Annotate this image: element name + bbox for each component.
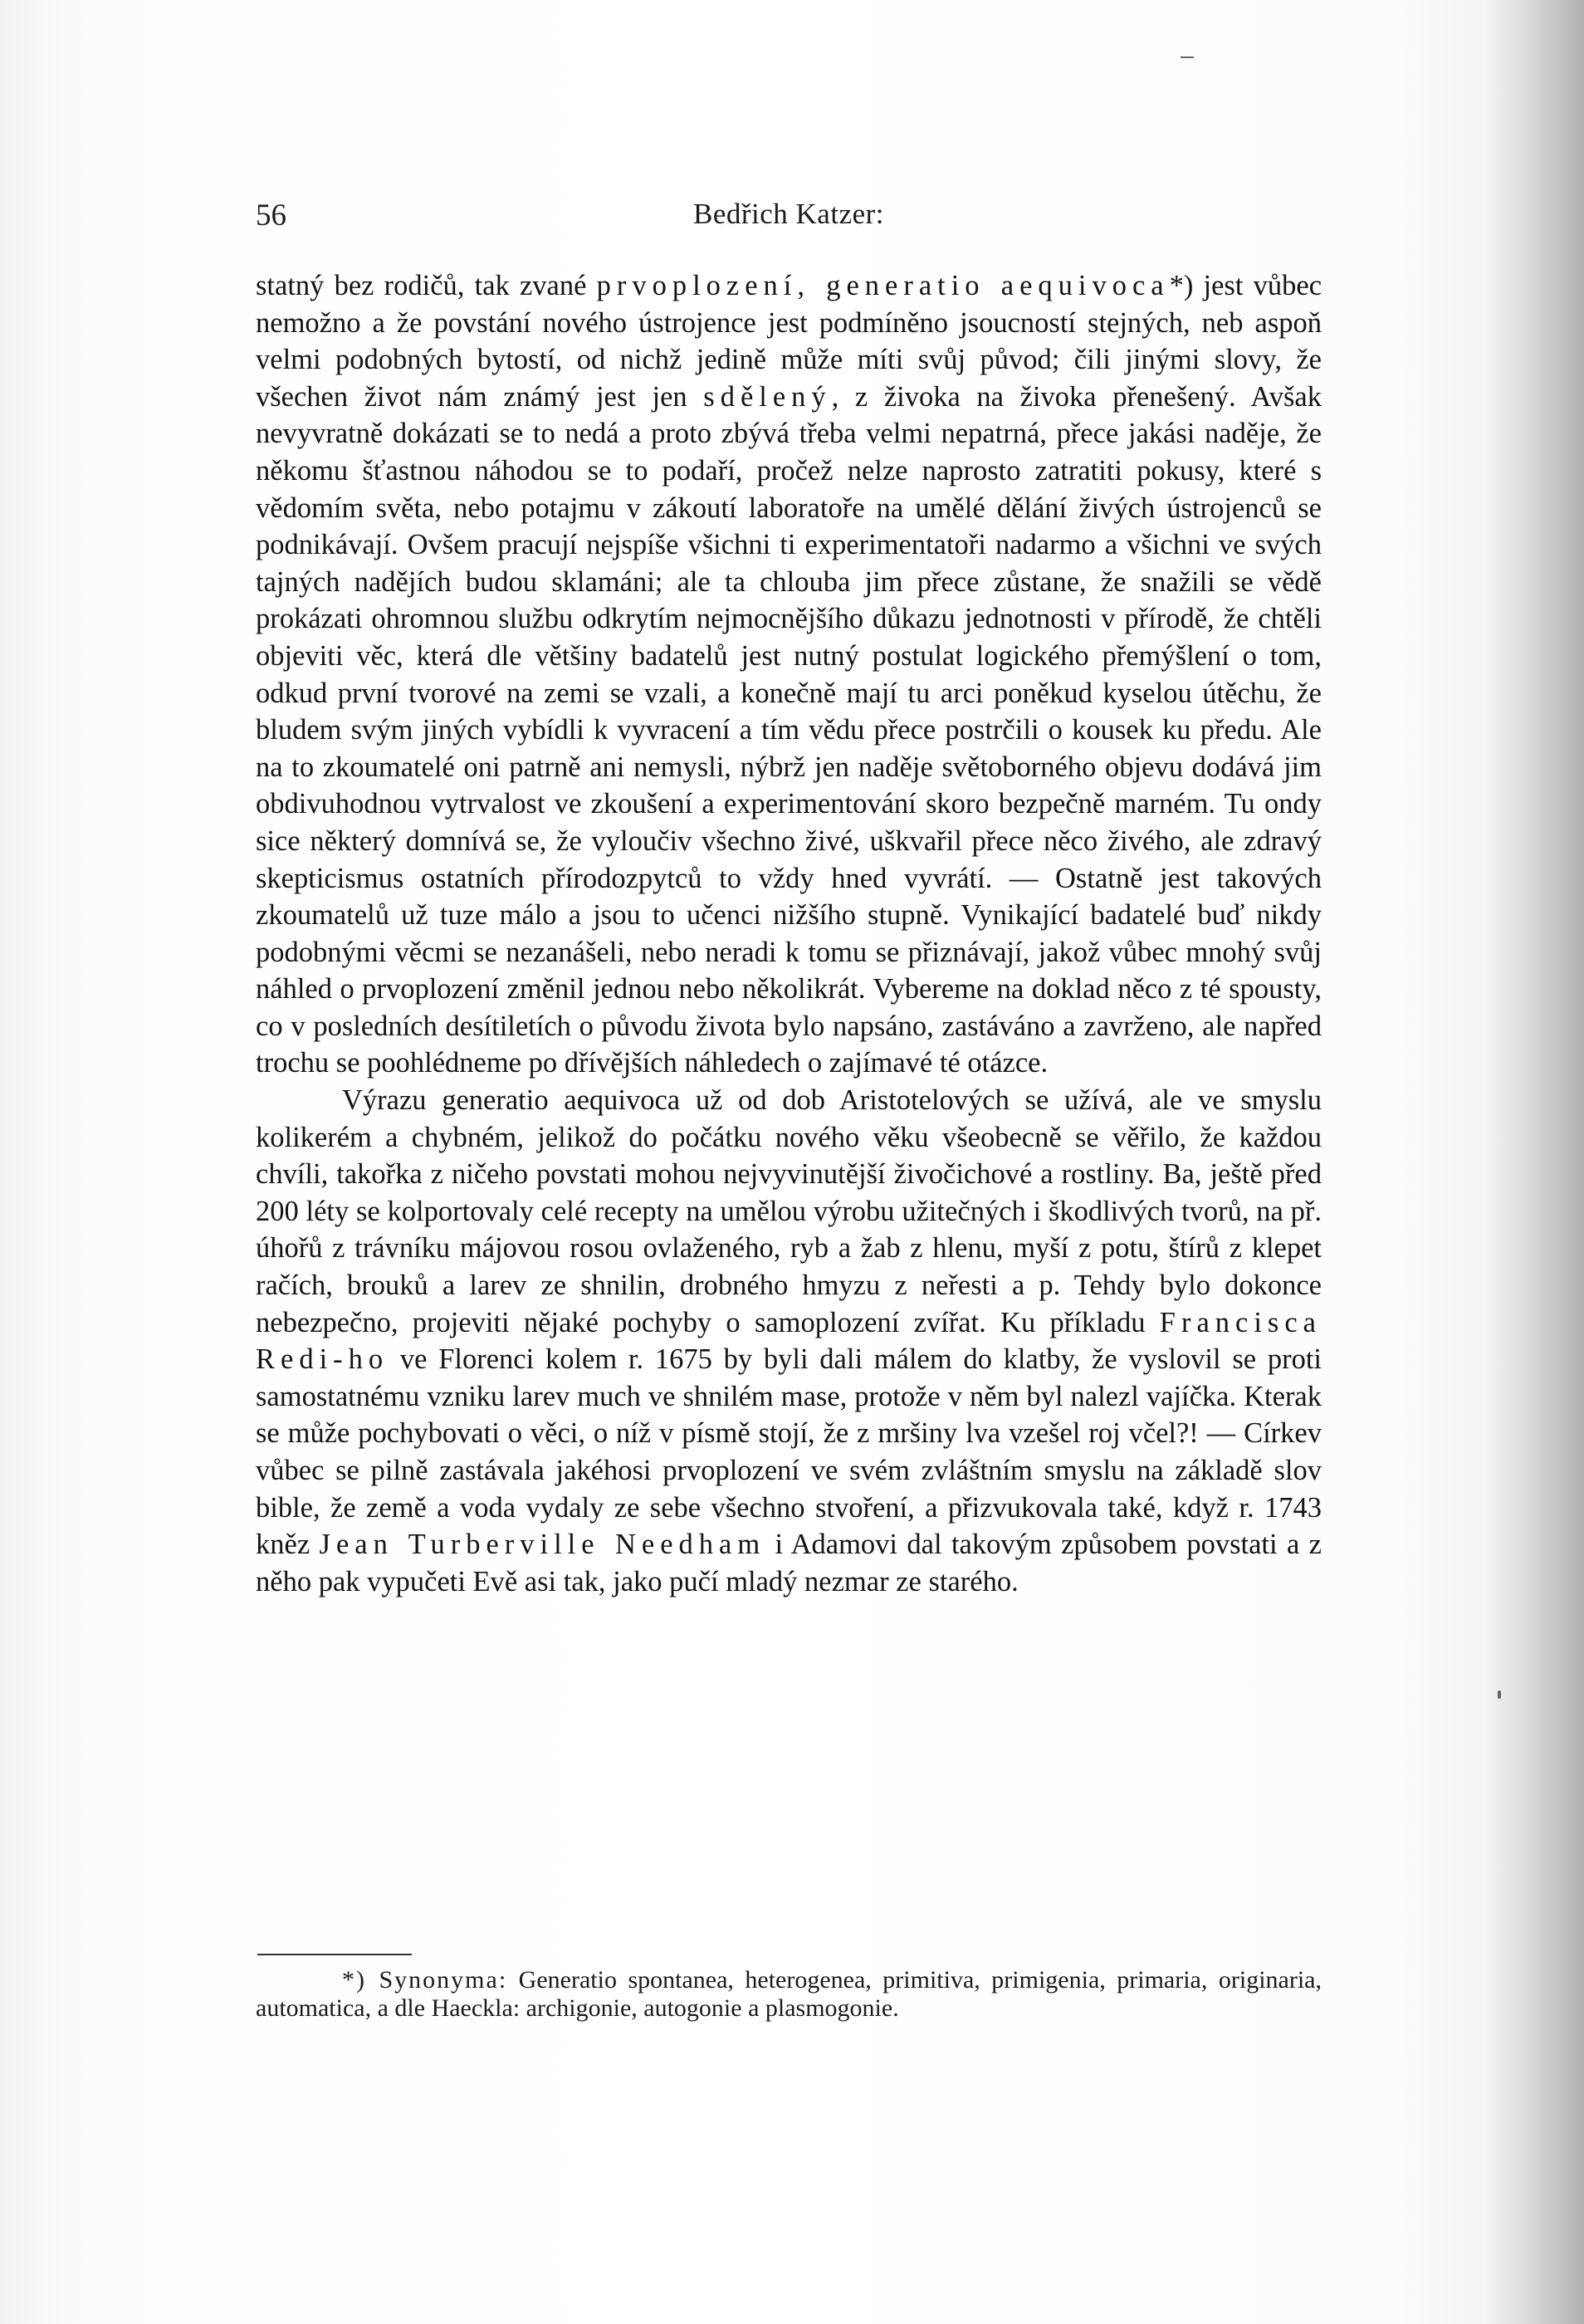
p2-spaced-name-2: Jean Turberville Needham [319,1529,766,1561]
p1-text-3: , z živoka na živoka přenešený. Avšak nevyvratně dokázati se to nedá a proto zbývá třeba velmi nepatrná, přece jakási naděje, že někomu šťastnou náhodou se to podaří, pročež nelze naprosto zatratiti pokusy, které s vědomím světa, nebo potajmu v zákoutí laboratoře na umělé dělání živých ústrojenců se podnikávají. Ovšem pracují nejspíše všichni ti experimentatoři nadarmo a všichni ve svých tajných nadějích budou sklamáni; ale ta chlouba jim přece zůstane, že snažili se vědě prokázati ohromnou službu odkrytím nejmocnějšího důkazu jednotnosti v přírodě, že chtěli objeviti věc, která dle většiny badatelů jest nutný postulat logického přemýšlení o tom, odkud první tvorové na zemi se vzali, a konečně mají tu arci poněkud kyselou útěchu, že bludem svým jiných vybídli k vyvracení a tím vědu přece postrčili o kousek ku předu. Ale na to zkoumatelé oni patrně ani nemysli, nýbrž jen naděje světoborného objevu dodává jim obdivuhodnou vytrvalost ve zkoušení a experimentování skoro bezpečně marném. Tu ondy sice některý domnívá se, že vyloučiv všechno živé, uškvařil přece něco živého, ale zdravý skepticismus ostatních přírodozpytců to vždy hned vyvrátí. — Ostatně jest takových zkoumatelů už tuze málo a jsou to učenci nižšího stupně. Vynikající badatelé buď nikdy podobnými věcmi se nezanášeli, nebo neradi k tomu se přiznávají, jakož vůbec mnohý svůj náhled o prvoplození změnil jednou nebo několikrát. Vybereme na doklad něco z té spousty, co v posledních desítiletích o původu života bylo napsáno, zastáváno a zavrženo, ale napřed trochu se poohlédneme po dřívějších náhledech o zajímavé té otázce. [256,380,1322,1079]
margin-dot-mark [1498,1690,1501,1699]
footnote [256,1966,1322,2023]
p1-spaced-term: prvoplození, generatio aequivoca [596,270,1170,301]
footnote-label: *) Synonyma: [342,1966,508,1994]
page-number: 56 [256,198,286,232]
p2-text-3: i Adamovi dal takovým způsobem povstati a z něho pak vypučeti Evě asi tak, jako pučí mladý nezmar ze starého. [256,1529,1322,1597]
p1-text-1: statný bez rodičů, tak zvané [256,270,597,301]
running-head: Bedřich Katzer: [692,198,885,230]
paragraph-2 [256,1082,1322,1600]
p1-spaced-word: sdělený [703,380,832,413]
footnote-rule [257,1954,412,1955]
footnote-text: Generatio spontanea, heterogenea, primitiva, primigenia, primaria, originaria, automatica, a dle Haeckla: archigonie, autogonie a plasmogonie. [256,1966,1322,2022]
body-text [256,267,1322,1600]
page-header [256,198,1322,244]
margin-dash-mark [1181,56,1194,58]
paragraph-1 [256,267,1322,1082]
p2-text-2: ve Florenci kolem r. 1675 by byli dali málem do klatby, že vyslovil se proti samostatnému vzniku larev much ve shnilém mase, protože v něm byl nalezl vajíčka. Kterak se může pochybovati o věci, o níž v písmě stojí, že z mršiny lva vzešel roj včel?! — Církev vůbec se pilně zastávala jakéhosi prvoplození ve svém zvláštním smyslu na základě slov bible, že země a voda vydaly ze sebe všechno stvoření, a přizvukovala také, když r. 1743 kněz [256,1343,1322,1561]
p2-text-1: Výrazu generatio aequivoca už od dob Aristotelových se užívá, ale ve smyslu kolikerém a chybném, jelikož do počátku nového věku všeobecně se věřilo, že každou chvíli, takořka z ničeho povstati mohou nejvyvinutější živočichové a rostliny. Ba, ještě před 200 léty se kolportovaly celé recepty na umělou výrobu užitečných i škodlivých tvorů, na př. úhořů z trávníku májovou rosou ovlaženého, ryb a žab z hlenu, myší z potu, štírů z klepet račích, brouků a larev ze shnilin, drobného hmyzu z neřesti a p. Tehdy bylo dokonce nebezpečno, projeviti nějaké pochyby o samoplození zvířat. Ku příkladu [256,1084,1322,1338]
p2-spaced-name-1: Francisca Redi-ho [256,1306,1322,1376]
p1-text-2: *) jest vůbec nemožno a že povstání nového ústrojence jest podmíněno jsoucností stejných, neb aspoň velmi podobných bytostí, od nichž jedině může míti svůj původ; čili jinými slovy, že všechen život nám známý jest jen [256,270,1322,413]
binding-shadow [1484,0,1584,2324]
